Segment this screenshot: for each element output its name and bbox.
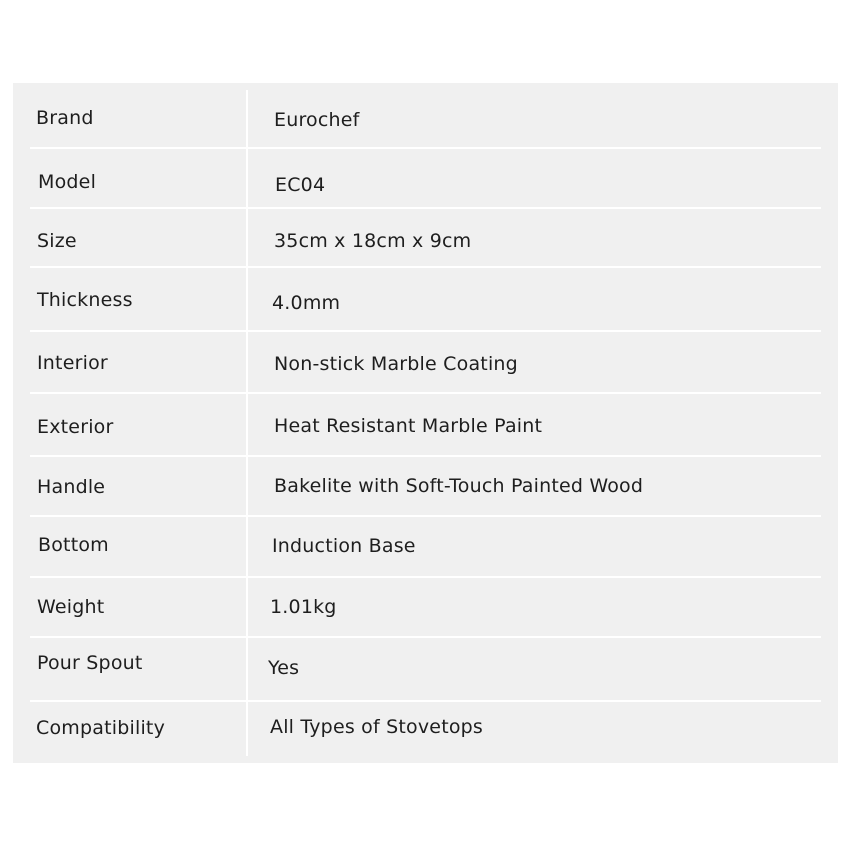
spec-table-card: [13, 83, 838, 763]
spec-label: Bottom: [38, 534, 109, 556]
spec-label: Pour Spout: [37, 652, 143, 674]
spec-label: Size: [37, 230, 77, 252]
spec-label: Weight: [37, 596, 105, 618]
spec-value: 1.01kg: [270, 596, 337, 618]
spec-value: Induction Base: [272, 535, 416, 557]
spec-label: Thickness: [37, 289, 133, 311]
column-divider: [246, 90, 248, 756]
spec-table: [30, 83, 821, 763]
spec-row-model: [30, 149, 821, 209]
spec-value: Eurochef: [274, 109, 360, 131]
spec-row-weight: [30, 578, 821, 638]
spec-row-thickness: [30, 268, 821, 332]
spec-label: Compatibility: [36, 717, 166, 739]
spec-row-brand: [30, 83, 821, 149]
spec-row-size: [30, 209, 821, 268]
spec-value: Non-stick Marble Coating: [274, 353, 518, 375]
spec-value: Bakelite with Soft-Touch Painted Wood: [274, 475, 644, 497]
spec-row-pour-spout: [30, 638, 821, 702]
spec-row-bottom: [30, 517, 821, 578]
spec-value: 35cm x 18cm x 9cm: [274, 230, 472, 252]
spec-row-compatibility: [30, 702, 821, 763]
spec-value: All Types of Stovetops: [270, 716, 484, 738]
spec-value: Heat Resistant Marble Paint: [274, 415, 543, 437]
spec-value: Yes: [268, 657, 300, 679]
spec-label: Handle: [37, 476, 106, 498]
spec-row-exterior: [30, 394, 821, 457]
spec-value: 4.0mm: [272, 292, 341, 314]
spec-label: Exterior: [37, 416, 114, 438]
spec-value: EC04: [275, 174, 326, 196]
spec-row-handle: [30, 457, 821, 517]
spec-label: Model: [38, 171, 97, 193]
spec-label: Interior: [37, 352, 108, 374]
spec-label: Brand: [36, 107, 94, 129]
spec-row-interior: [30, 332, 821, 394]
